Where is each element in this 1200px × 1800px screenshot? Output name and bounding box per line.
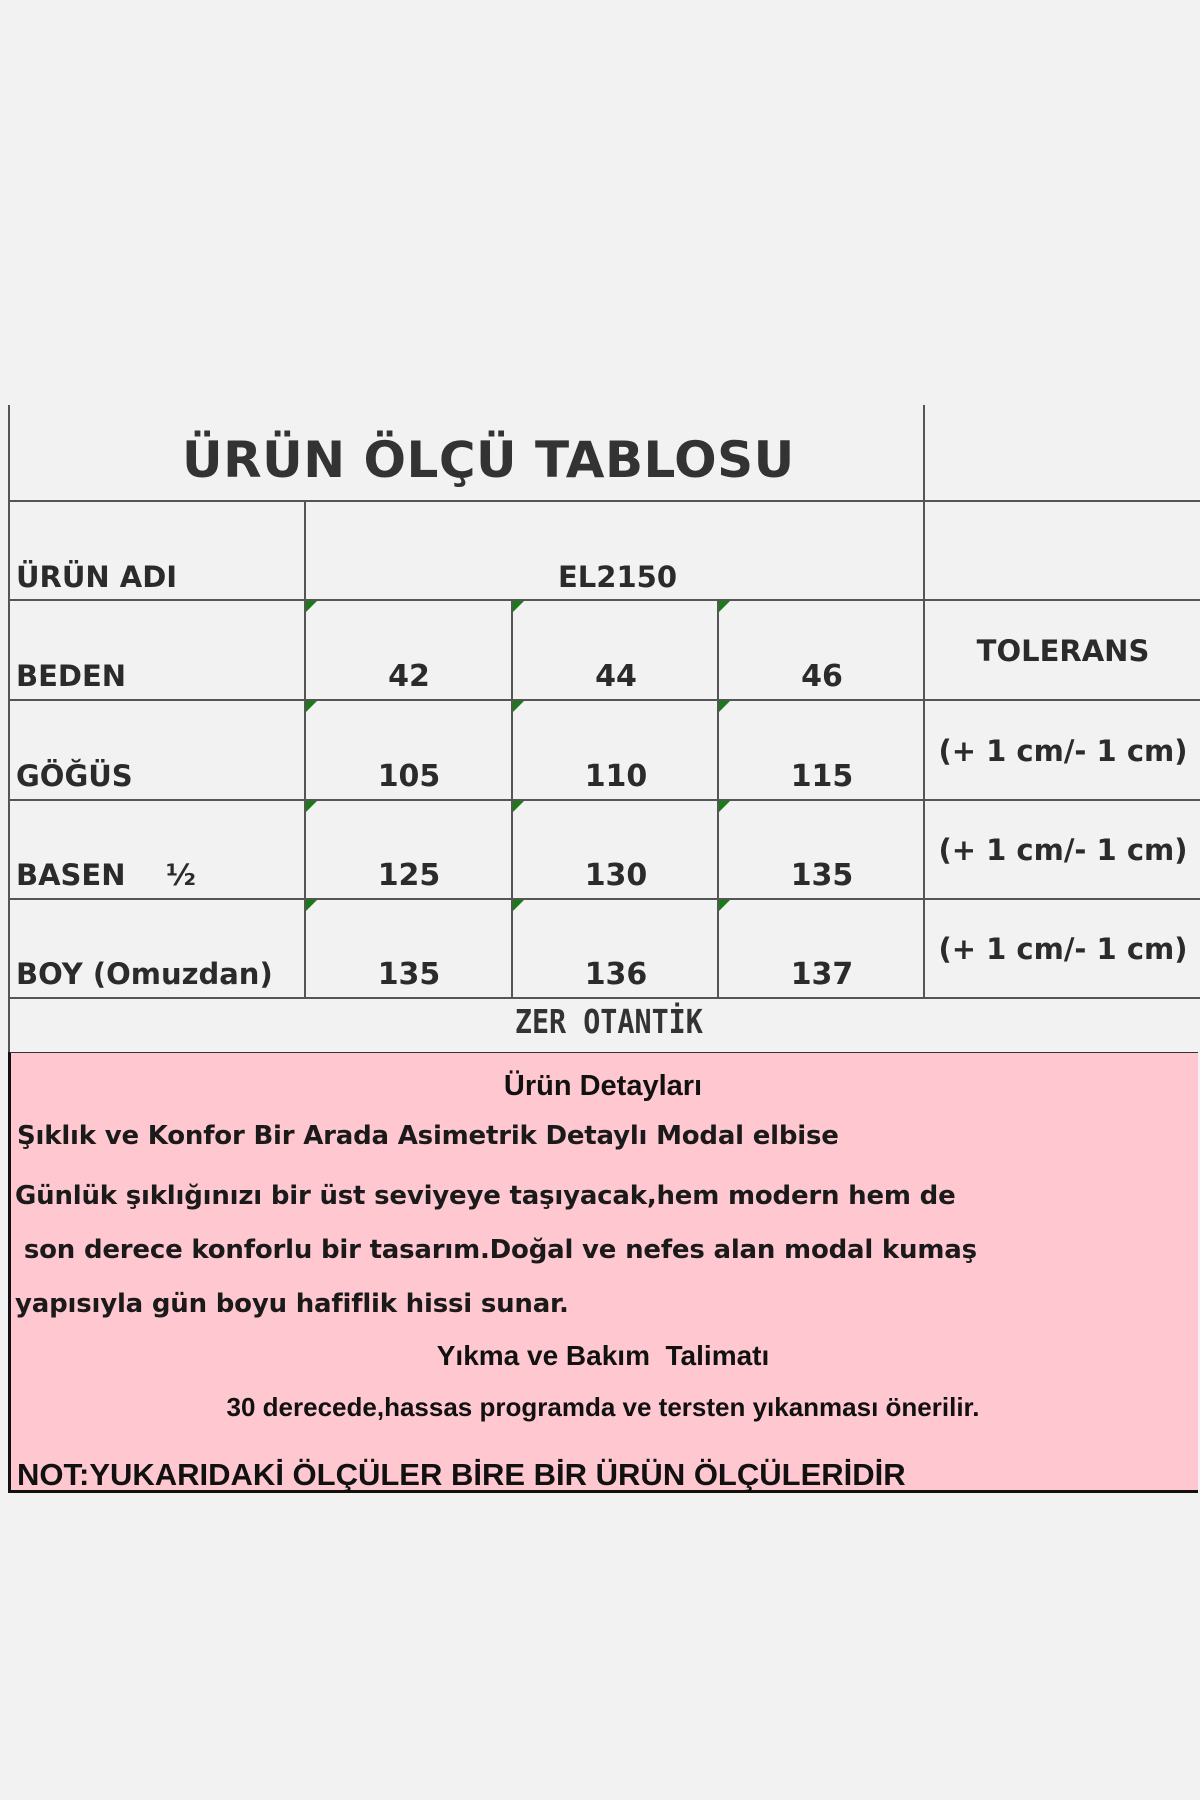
hip-value: 135: [790, 858, 854, 893]
cell-marker-triangle: [719, 601, 730, 612]
cell-marker-triangle: [719, 900, 730, 911]
grid-line: [923, 405, 925, 997]
measurement-note: NOT:YUKARIDAKİ ÖLÇÜLER BİRE BİR ÜRÜN ÖLÇÜLERİDİR: [17, 1457, 906, 1492]
length-value: 137: [790, 957, 854, 992]
details-title: Ürün Detayları: [503, 1070, 703, 1102]
product-code: EL2150: [558, 560, 678, 594]
chest-value: 115: [790, 759, 854, 794]
grid-line: [8, 500, 1200, 502]
length-value: 136: [584, 957, 648, 992]
hip-value: 130: [584, 858, 648, 893]
details-line: yapısıyla gün boyu hafiflik hissi sunar.: [15, 1289, 569, 1319]
chest-tolerance: (+ 1 cm/- 1 cm): [938, 734, 1188, 768]
row-label-hip: BASEN ½: [16, 858, 196, 892]
tolerance-header: TOLERANS: [976, 634, 1150, 668]
row-label-length: BOY (Omuzdan): [16, 957, 273, 991]
chest-value: 105: [377, 759, 441, 794]
hip-tolerance: (+ 1 cm/- 1 cm): [938, 833, 1188, 867]
grid-line: [8, 405, 10, 1052]
care-instructions: 30 derecede,hassas programda ve tersten yıkanması önerilir.: [226, 1392, 980, 1422]
cell-marker-triangle: [306, 801, 317, 812]
cell-marker-triangle: [513, 801, 524, 812]
cell-marker-triangle: [513, 900, 524, 911]
cell-marker-triangle: [719, 801, 730, 812]
cell-marker-triangle: [719, 701, 730, 712]
grid-line: [8, 898, 1200, 900]
chest-value: 110: [584, 759, 648, 794]
grid-line: [8, 799, 1200, 801]
cell-marker-triangle: [306, 701, 317, 712]
details-line: Şıklık ve Konfor Bir Arada Asimetrik Detaylı Modal elbise: [17, 1121, 839, 1151]
size-value: 46: [801, 659, 843, 694]
row-label-chest: GÖĞÜS: [16, 759, 133, 793]
hip-value: 125: [377, 858, 441, 893]
cell-marker-triangle: [513, 701, 524, 712]
cell-marker-triangle: [513, 601, 524, 612]
grid-line: [304, 502, 306, 997]
details-line: Günlük şıklığınızı bir üst seviyeye taşıyacak,hem modern hem de: [15, 1181, 956, 1211]
grid-line: [8, 699, 1200, 701]
size-value: 42: [388, 659, 430, 694]
product-details-panel: [8, 1052, 1198, 1493]
care-title: Yıkma ve Bakım Talimatı: [436, 1340, 770, 1371]
brand-name: ZER OTANTİK: [514, 1002, 703, 1041]
grid-line: [8, 997, 1200, 999]
length-value: 135: [377, 957, 441, 992]
row-label-size: BEDEN: [16, 659, 127, 693]
length-tolerance: (+ 1 cm/- 1 cm): [938, 932, 1188, 966]
cell-marker-triangle: [306, 601, 317, 612]
product-name-label: ÜRÜN ADI: [16, 560, 178, 594]
size-value: 44: [595, 659, 637, 694]
details-line: son derece konforlu bir tasarım.Doğal ve nefes alan modal kumaş: [15, 1235, 977, 1265]
cell-marker-triangle: [306, 900, 317, 911]
table-title: ÜRÜN ÖLÇÜ TABLOSU: [182, 431, 795, 489]
grid-line: [8, 599, 1200, 601]
